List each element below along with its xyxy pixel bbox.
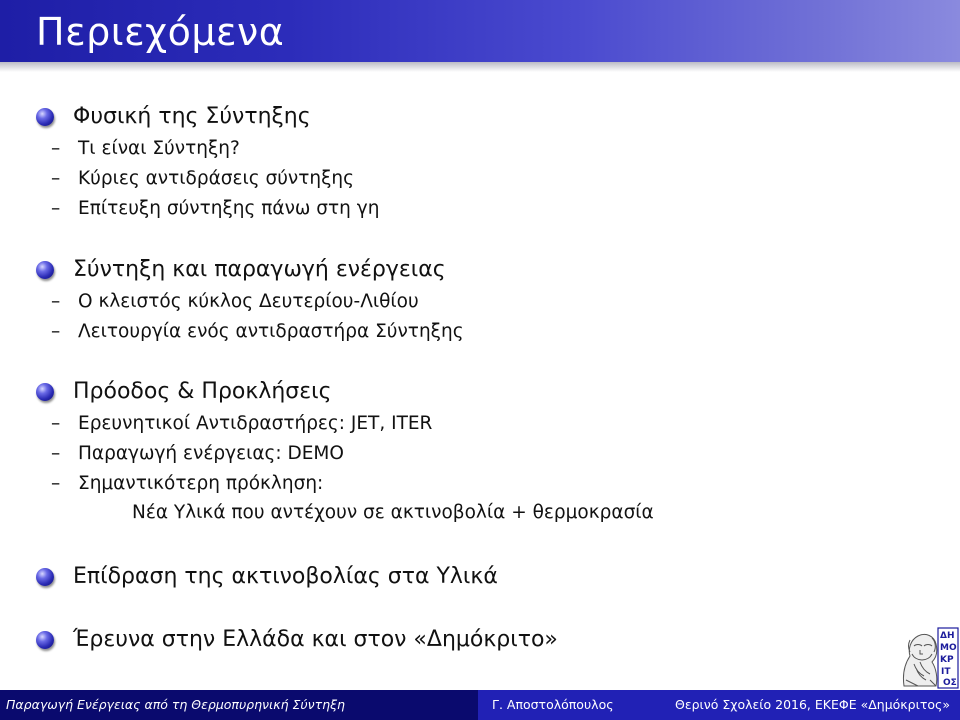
list-item-text: Επίτευξη σύντηξης πάνω στη γη [78, 198, 380, 219]
list-item-text: Ερευνητικοί Αντιδραστήρες: JET, ITER [78, 413, 433, 434]
footer-author: Γ. Αποστολόπουλος [492, 697, 614, 712]
dash-icon: – [51, 413, 61, 434]
list-item-text: Παραγωγή ενέργειας: DEMO [78, 443, 344, 464]
svg-text:ΚΡ: ΚΡ [940, 655, 954, 665]
section-title: Επίδραση της ακτινοβολίας στα Υλικά [73, 564, 498, 589]
svg-text:ΙΤ: ΙΤ [941, 667, 951, 677]
ball-bullet-icon [36, 108, 54, 126]
svg-text:ΔΗ: ΔΗ [940, 631, 955, 641]
demokritos-logo [896, 624, 960, 690]
section-title: Φυσική της Σύντηξης [73, 104, 311, 129]
list-item-text: Ο κλειστός κύκλος Δευτερίου-Λιθίου [78, 291, 419, 312]
footer-event: Θερινό Σχολείο 2016, ΕΚΕΦΕ «Δημόκριτος» [674, 697, 950, 712]
ball-bullet-icon [36, 383, 54, 401]
section-title: Σύντηξη και παραγωγή ενέργειας [73, 257, 446, 282]
ball-bullet-icon [36, 631, 54, 649]
dash-icon: – [51, 168, 61, 189]
footer-presentation-title: Παραγωγή Ενέργειας από τη Θερμοπυρηνική Σύντηξη [0, 690, 478, 720]
list-item-text: Λειτουργία ενός αντιδραστήρα Σύντηξης [78, 321, 464, 342]
section-title: Πρόοδος & Προκλήσεις [73, 379, 332, 404]
dash-icon: – [51, 473, 61, 494]
dash-icon: – [51, 443, 61, 464]
list-item-continuation: Νέα Υλικά που αντέχουν σε ακτινοβολία + θερμοκρασία [132, 502, 654, 523]
dash-icon: – [51, 198, 61, 219]
list-item-text: Κύριες αντιδράσεις σύντηξης [78, 168, 355, 189]
dash-icon: – [51, 321, 61, 342]
dash-icon: – [51, 291, 61, 312]
slide-title: Περιεχόμενα [36, 10, 285, 54]
section-title: Έρευνα στην Ελλάδα και στον «Δημόκριτο» [73, 627, 558, 652]
ball-bullet-icon [36, 261, 54, 279]
list-item-text: Σημαντικότερη πρόκληση: [78, 473, 324, 494]
footer-right-panel [478, 690, 960, 720]
list-item-text: Τι είναι Σύντηξη? [78, 138, 240, 159]
svg-text:ΜΟ: ΜΟ [940, 643, 957, 653]
svg-text:ΟΣ: ΟΣ [943, 678, 957, 688]
dash-icon: – [51, 138, 61, 159]
slide-footer [0, 690, 960, 720]
ball-bullet-icon [36, 568, 54, 586]
